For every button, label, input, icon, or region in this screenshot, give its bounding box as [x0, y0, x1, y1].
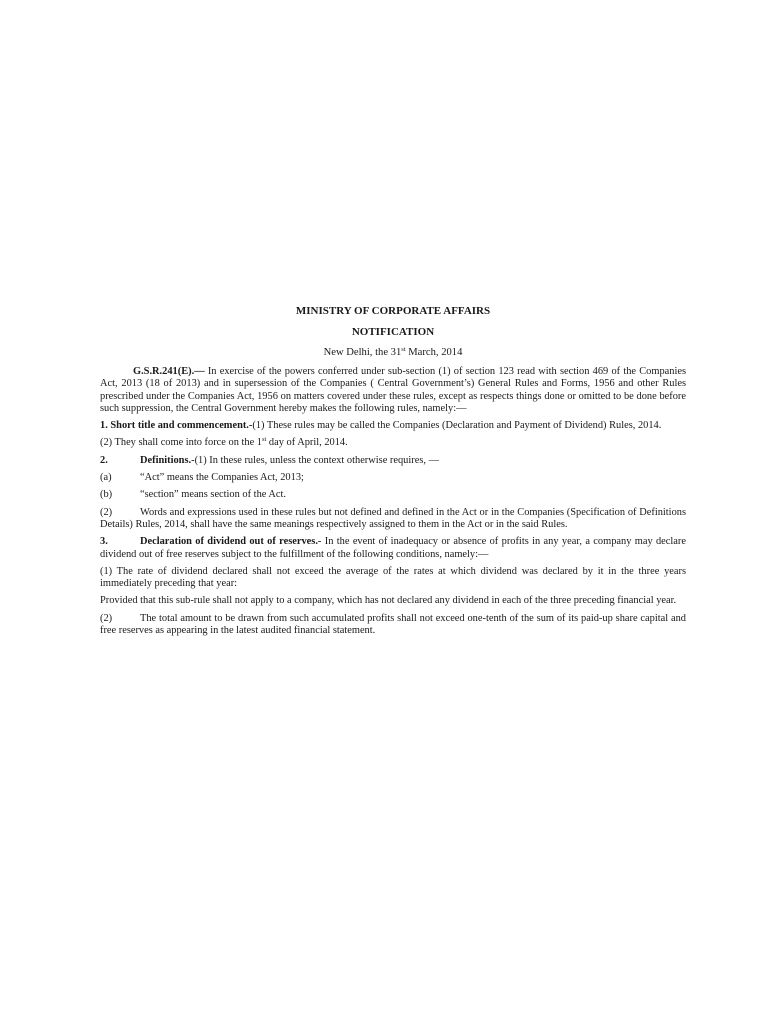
date-suffix: March, 2014	[405, 347, 463, 358]
rule-2-paragraph	[100, 455, 686, 467]
rule-3-2-number: (2)	[100, 612, 113, 624]
rule-3-heading: Declaration of dividend out of reserves.-	[140, 536, 322, 548]
rule-1-2-sup: st	[261, 436, 267, 444]
date-sup: st	[401, 346, 406, 353]
rule-3-2-text: The total amount to be drawn from such accumulated profits shall not exceed one-tenth of the sum of its paid-up share capital and free reserves as appearing in the latest audited financial statement.	[100, 612, 686, 637]
rule-2-2-number: (2)	[100, 506, 113, 518]
proviso-paragraph: Provided that this sub-rule shall not apply to a company, which has not declared any dividend in each of the three preceding financial year.	[100, 595, 677, 607]
rule-2-b-paragraph	[100, 489, 686, 501]
rule-2-a-text: “Act” means the Companies Act, 2013;	[140, 472, 304, 484]
rule-2-number: 2.	[100, 454, 108, 466]
rule-1-paragraph	[100, 420, 686, 432]
rule-1-2-suffix: day of April, 2014.	[266, 437, 348, 449]
rule-3-1-paragraph: (1) The rate of dividend declared shall not exceed the average of the rates at which dividend was declared by it in the three years immediately preceding that year:	[100, 565, 686, 590]
rule-2-b-number: (b)	[100, 489, 113, 501]
rule-1-2-paragraph	[100, 437, 686, 449]
date-prefix: New Delhi, the 31	[323, 347, 402, 358]
rule-2-2-text: Words and expressions used in these rules but not defined and defined in the Act or in the Companies (Specification of Definitions Details) Rules, 2014, shall have the same meanings respectively assigned to them in the Act or in the said Rules.	[100, 506, 686, 530]
rule-2-b-text: “section” means section of the Act.	[140, 489, 286, 501]
rule-2-a-number: (a)	[100, 472, 112, 484]
preamble-paragraph	[100, 366, 686, 415]
rule-3-paragraph	[100, 536, 686, 561]
rule-1-heading: 1. Short title and commencement.-	[100, 420, 253, 432]
rule-2-text: (1) In these rules, unless the context otherwise requires, —	[194, 454, 439, 466]
rule-3-text: In the event of inadequacy or absence of profits in any year, a company may declare dividend out of free reserves subject to the fulfillment of the following conditions, namely:—	[100, 536, 686, 560]
rule-2-2-paragraph	[100, 507, 686, 532]
rule-1-text: (1) These rules may be called the Companies (Declaration and Payment of Dividend) Rules, 2014.	[252, 420, 662, 432]
rule-2-a-paragraph	[100, 472, 686, 484]
ministry-heading: MINISTRY OF CORPORATE AFFAIRS	[295, 305, 491, 317]
preamble-text: In exercise of the powers conferred under sub-section (1) of section 123 read with section 469 of the Companies Act, 2013 (18 of 2013) and in supersession of the Companies ( Central Government’s) General Rules and Forms, 1956 and other Rules prescribed under the Companies Act, 1956 on matters covered under these rules, except as respects things done or omitted to be done before such suppression, the Central Government hereby makes the following rules, namely:—	[100, 366, 686, 414]
dateline	[100, 346, 686, 359]
rule-3-2-paragraph	[100, 613, 686, 638]
rule-2-heading: Definitions.-	[140, 454, 195, 466]
notification-heading: NOTIFICATION	[351, 326, 435, 338]
gsr-reference: G.S.R.241(E).—	[133, 366, 205, 377]
notification-document	[100, 305, 686, 642]
rule-3-number: 3.	[100, 536, 108, 548]
rule-1-2-prefix: (2) They shall come into force on the 1	[100, 437, 262, 449]
